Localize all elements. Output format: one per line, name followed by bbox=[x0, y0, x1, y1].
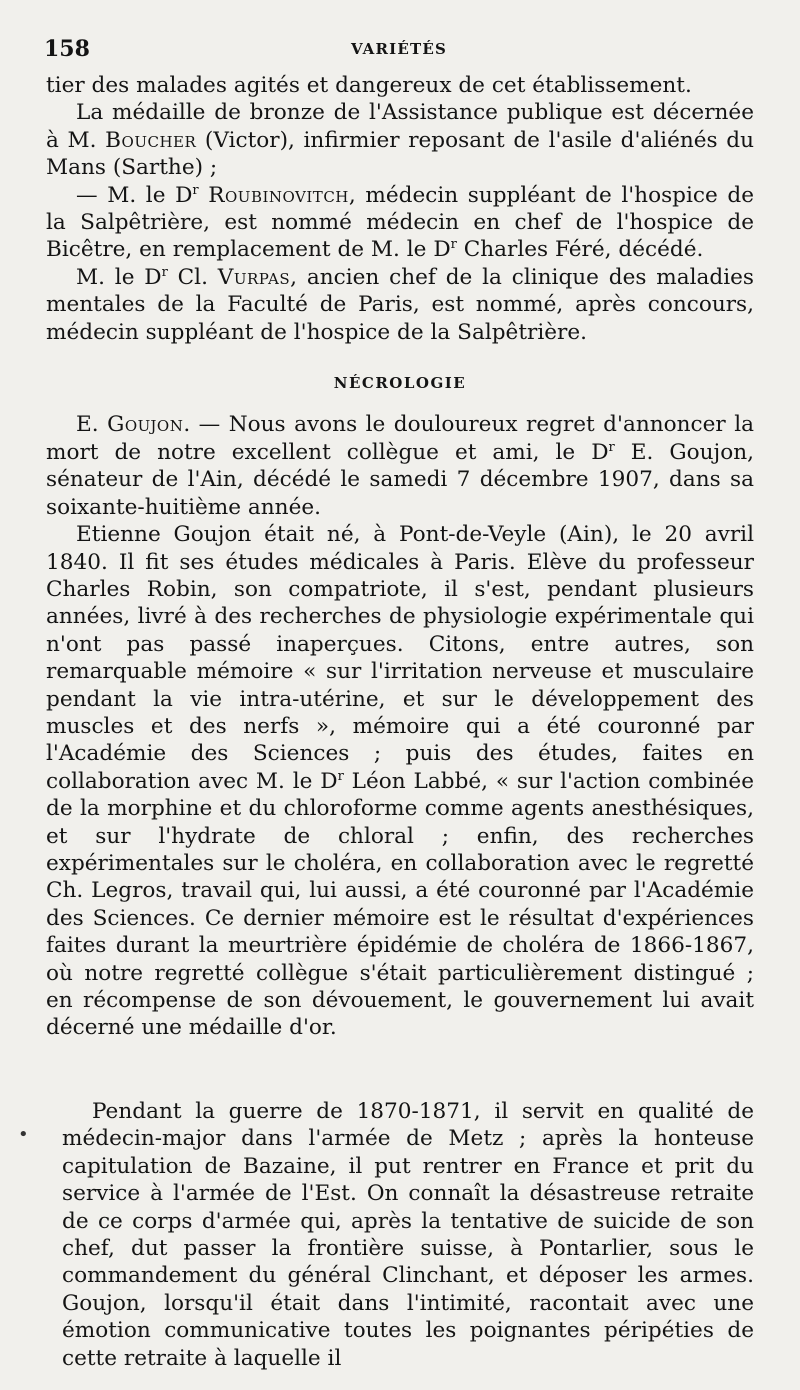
text-block-top bbox=[46, 72, 754, 1042]
paragraph-7: Pendant la guerre de 1870-1871, il servit en qualité de médecin-major dans l'armée de Metz ; après la honteuse capitulation de Bazaine, il put rentrer en France et prit du service à l'armée de l'Est. On connaît la désastreuse retraite de ce corps d'armée qui, après la tentative de suicide de son chef, dut passer la frontière suisse, à Pontarlier, sous le commandement du général Clinchant, et déposer les armes. Goujon, lorsqu'il était dans l'intimité, racontait avec une émotion communicative toutes les poignantes péripéties de cette retraite à laquelle il bbox=[62, 1099, 754, 1371]
paragraph-6: Etienne Goujon était né, à Pont-de-Veyle (Ain), le 20 avril 1840. Il fit ses études médicales à Paris. Elève du professeur Charles Robin, son compatriote, il s'est, pendant plusieurs années, livré à des recherches de physiologie expérimentale qui n'ont pas passé inaperçues. Citons, entre autres, son remarquable mémoire « sur l'irritation nerveuse et musculaire pendant la vie intra-utérine, et sur le développement des muscles et des nerfs », mémoire qui a été couronné par l'Académie des Sciences ; puis des études, faites en collaboration avec M. le $D^r$ Léon Labbé, « sur l'action combinée de la morphine et du chloroforme comme agents anesthésiques, et sur l'hydrate de chloral ; enfin, des recherches expérimentales sur le choléra, en collaboration avec le regretté Ch. Legros, travail qui, lui aussi, a été couronné par l'Académie des Sciences. Ce dernier mémoire est le résultat d'expériences faites durant la meurtrière épidémie de choléra de 1866-1867, où notre regretté collègue s'était particulièrement distingué ; en récompense de son dévouement, le gouvernement lui avait décerné une médaille d'or. bbox=[46, 522, 754, 1041]
running-head: VARIÉTÉS bbox=[350, 40, 448, 58]
paragraph-1: tier des malades agités et dangereux de cet établissement. bbox=[46, 73, 692, 98]
paragraph-5: E. Goujon. — Nous avons le douloureux regret d'annoncer la mort de notre excellent collègue et ami, le $D^r$ E. Goujon, sénateur de l'Ain, décédé le samedi 7 décembre 1907, dans sa soixante-huitième année. bbox=[46, 412, 754, 520]
person-name: Roubinovitch bbox=[208, 182, 349, 208]
margin-mark: • bbox=[18, 1124, 29, 1145]
text-block-bottom bbox=[62, 1098, 754, 1372]
person-name: Vurpas bbox=[217, 264, 291, 290]
page-number: 158 bbox=[44, 36, 90, 62]
person-name: Goujon bbox=[107, 412, 184, 438]
paragraph-2: La médaille de bronze de l'Assistance publique est décernée à M. Boucher (Victor), infirmier reposant de l'asile d'aliénés du Mans (Sarthe) ; bbox=[46, 100, 755, 181]
paragraph-4: M. le $D^r$ Cl. Vurpas, ancien chef de la clinique des maladies mentales de la Faculté de Paris, est nommé, après concours, médecin suppléant de l'hospice de la Salpêtrière. bbox=[46, 264, 754, 345]
page-header bbox=[44, 36, 754, 60]
paragraph-3: — M. le $D^r$ Roubinovitch, médecin suppléant de l'hospice de la Salpêtrière, est nommé médecin en chef de l'hospice de Bicêtre, en remplacement de M. le $D^r$ Charles Féré, décédé. bbox=[46, 182, 754, 263]
person-name: Boucher bbox=[105, 127, 197, 153]
section-title: NÉCROLOGIE bbox=[333, 374, 467, 393]
